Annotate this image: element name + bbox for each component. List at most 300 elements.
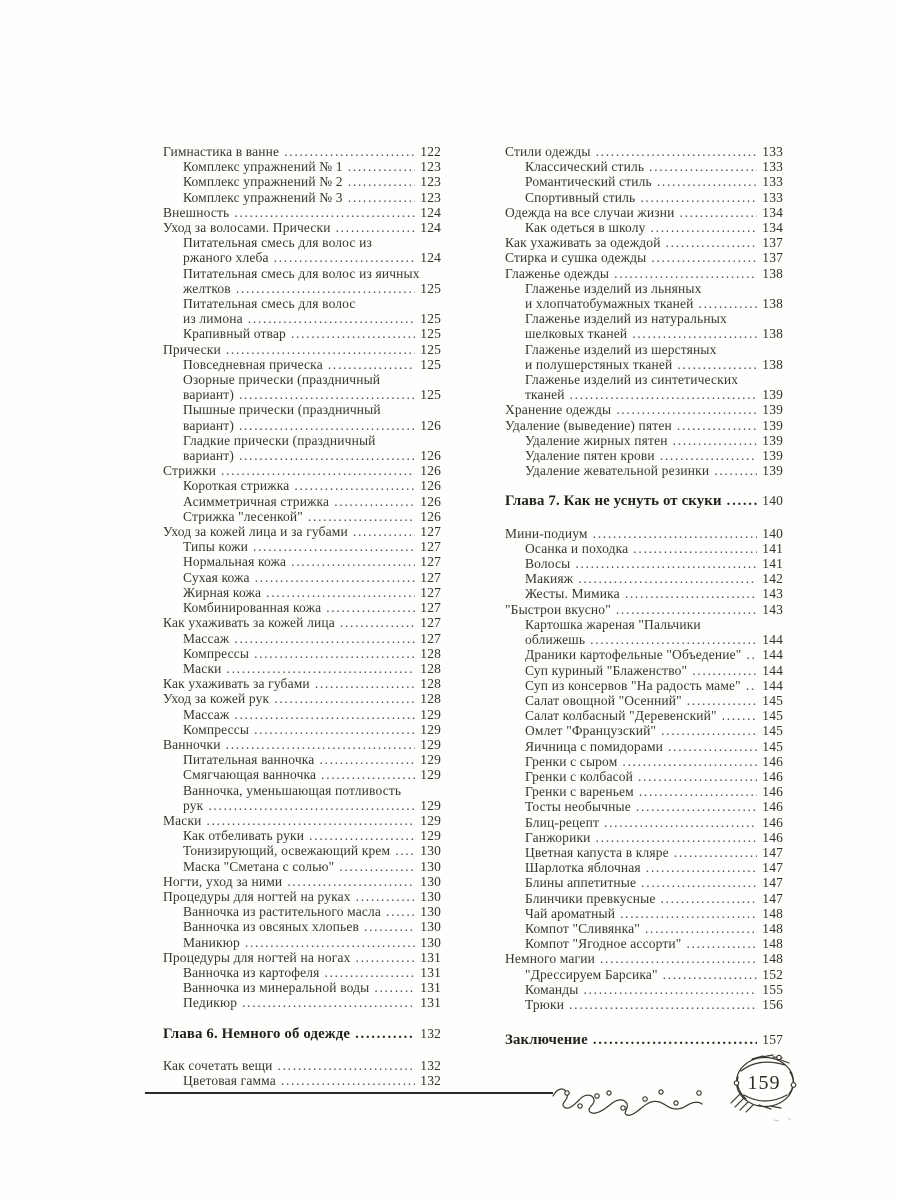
toc-entry-label: Классический стиль [525, 159, 645, 175]
dot-leader [239, 418, 415, 433]
dot-leader [640, 190, 757, 205]
dot-leader [680, 205, 758, 220]
toc-entry-row [183, 752, 441, 767]
toc-entry-page: 124 [420, 220, 441, 236]
toc-entry [505, 830, 783, 845]
toc-entry [505, 967, 783, 982]
dot-leader [661, 723, 757, 738]
toc-entry-label: Глаженье одежды [505, 265, 610, 281]
dot-leader [746, 647, 757, 662]
toc-entry-page: 124 [420, 204, 441, 220]
toc-entry-page: 131 [420, 995, 441, 1011]
toc-entry-page: 133 [762, 159, 783, 175]
dot-leader [364, 919, 415, 934]
toc-entry-label: Жирная кожа [183, 584, 262, 600]
dot-leader [600, 951, 757, 966]
toc-entry-row [525, 448, 783, 463]
toc-entry-row [163, 676, 441, 691]
toc-entry-row [183, 539, 441, 554]
toc-entry-page: 137 [762, 250, 783, 266]
dot-leader [666, 235, 757, 250]
toc-entry-page: 125 [420, 341, 441, 357]
toc-entry-page: 130 [420, 888, 441, 904]
toc-entry [163, 935, 441, 950]
toc-entry-page: 130 [420, 904, 441, 920]
toc-entry-label: Массаж [183, 630, 230, 646]
toc-entry-label: Осанка и походка [525, 540, 629, 556]
toc-entry-page: 129 [420, 752, 441, 768]
dot-leader [674, 845, 757, 860]
toc-entry [163, 402, 441, 432]
toc-entry-row [163, 463, 441, 478]
toc-entry-label: Типы кожи [183, 539, 248, 555]
dot-leader [641, 875, 757, 890]
toc-entry-page: 145 [762, 738, 783, 754]
toc-entry-label: Асимметричная стрижка [183, 493, 330, 509]
toc-entry-text: Озорные прически (праздничный [183, 372, 381, 388]
toc-entry [505, 602, 783, 617]
dot-leader [242, 995, 415, 1010]
toc-entry-page: 126 [420, 508, 441, 524]
toc-entry [163, 342, 441, 357]
toc-entry-row [525, 815, 783, 830]
toc-entry-row [183, 554, 441, 569]
toc-entry-row [163, 1026, 441, 1042]
toc-entry-row [525, 708, 783, 723]
toc-entry [163, 813, 441, 828]
toc-entry-label: Ванночки [163, 736, 221, 752]
toc-entry-label: ржаного хлеба [183, 250, 269, 266]
toc-entry-label: Романтический стиль [525, 174, 652, 190]
toc-entry [163, 661, 441, 676]
toc-entry [505, 205, 783, 220]
toc-entry-label: Как ухаживать за одеждой [505, 235, 661, 251]
toc-chapter-entry [505, 493, 783, 509]
toc-entry-label: Цветовая гамма [183, 1072, 276, 1088]
toc-entry-label: Суп куриный "Блаженство" [525, 662, 688, 678]
toc-entry-label: вариант) [183, 417, 234, 433]
toc-entry-row [525, 739, 783, 754]
toc-entry-label: Трюки [525, 996, 565, 1012]
toc-entry-row [183, 281, 441, 296]
toc-entry [163, 995, 441, 1010]
toc-entry-label: Уход за волосами. Прически [163, 220, 331, 236]
toc-entry-label: Компот "Ягодное ассорти" [525, 936, 682, 952]
toc-entry-page: 126 [420, 448, 441, 464]
dot-leader [253, 539, 415, 554]
toc-entry-label: Стрижки [163, 463, 217, 479]
dot-leader [356, 889, 415, 904]
toc-entry-row [183, 174, 441, 189]
toc-entry-row [525, 769, 783, 784]
toc-entry [505, 556, 783, 571]
toc-entry-row [525, 799, 783, 814]
dot-leader [632, 326, 757, 341]
toc-entry-row [183, 980, 441, 995]
toc-entry-label: Стирка и сушка одежды [505, 250, 647, 266]
toc-entry-row [525, 982, 783, 997]
dot-leader [248, 311, 415, 326]
dot-leader [663, 967, 757, 982]
toc-entry [163, 1058, 441, 1073]
toc-entry-page: 125 [420, 311, 441, 327]
toc-entry-label: Немного магии [505, 951, 595, 967]
toc-entry-page: 147 [762, 890, 783, 906]
toc-entry-page: 144 [762, 662, 783, 678]
toc-entry [163, 585, 441, 600]
dot-leader [722, 708, 757, 723]
toc-entry-row [505, 250, 783, 265]
toc-entry-text: Картошка жареная "Пальчики [525, 616, 701, 632]
toc-entry [163, 615, 441, 630]
toc-entry-label: Массаж [183, 706, 230, 722]
toc-entry-row [183, 448, 441, 463]
toc-entry [505, 647, 783, 662]
toc-entry-label: вариант) [183, 387, 234, 403]
toc-entry-label: и хлопчатобумажных тканей [525, 296, 694, 312]
toc-entry-row [183, 190, 441, 205]
dot-leader [660, 448, 757, 463]
toc-entry-page: 146 [762, 829, 783, 845]
toc-entry-row [163, 342, 441, 357]
toc-entry-page: 146 [762, 768, 783, 784]
dot-leader [291, 554, 415, 569]
toc-entry-page: 138 [762, 326, 783, 342]
toc-entry-page: 139 [762, 387, 783, 403]
toc-entry-label: шелковых тканей [525, 326, 628, 342]
toc-entry-page: 126 [420, 463, 441, 479]
dot-leader [583, 982, 757, 997]
dot-leader [353, 524, 415, 539]
dot-leader [334, 494, 415, 509]
toc-entry-row [525, 556, 783, 571]
toc-entry-row [525, 693, 783, 708]
toc-entry [163, 205, 441, 220]
toc-entry-page: 145 [762, 708, 783, 724]
toc-entry-label: Нормальная кожа [183, 554, 287, 570]
toc-entry-page: 138 [762, 356, 783, 372]
toc-entry-row [525, 906, 783, 921]
toc-entry-row [525, 723, 783, 738]
dot-leader [281, 1073, 415, 1088]
dot-leader [294, 478, 415, 493]
toc-entry-page: 137 [762, 235, 783, 251]
dot-leader [234, 631, 415, 646]
toc-entry-page: 128 [420, 645, 441, 661]
toc-entry-label: и полушерстяных тканей [525, 356, 673, 372]
toc-entry-page: 133 [762, 174, 783, 190]
toc-entry-row [183, 646, 441, 661]
toc-entry-label: Стили одежды [505, 144, 591, 159]
toc-entry-row [525, 357, 783, 372]
toc-entry-label: Маски [183, 660, 222, 676]
toc-entry-row [183, 326, 441, 341]
toc-entry-row [183, 418, 441, 433]
toc-entry-label: Чай ароматный [525, 905, 616, 921]
toc-entry-label: Яичница с помидорами [525, 738, 664, 754]
toc-entry-page: 142 [762, 571, 783, 587]
dot-leader [638, 769, 757, 784]
toc-entry-row [163, 615, 441, 630]
toc-entry-page: 139 [762, 463, 783, 479]
dot-leader [208, 798, 415, 813]
toc-entry-page: 127 [420, 554, 441, 570]
toc-entry-label: Внешность [163, 204, 230, 220]
toc-entry-page: 134 [762, 220, 783, 236]
toc-entry [505, 936, 783, 951]
dot-leader [234, 205, 415, 220]
toc-entry-page: 127 [420, 630, 441, 646]
toc-entry-row [183, 570, 441, 585]
toc-entry [505, 311, 783, 341]
toc-entry-row [525, 845, 783, 860]
toc-entry-page: 128 [420, 691, 441, 707]
toc-entry-row [163, 1058, 441, 1073]
toc-entry-page: 139 [762, 402, 783, 418]
toc-entry-label: "Дрессируем Барсика" [525, 966, 658, 982]
dot-leader [308, 509, 415, 524]
dot-leader [649, 159, 757, 174]
toc-entry-row [183, 357, 441, 372]
dot-leader [339, 859, 415, 874]
toc-entry [163, 190, 441, 205]
toc-entry-text: Глаженье изделий из шерстяных [525, 341, 717, 357]
toc-entry-page: 125 [420, 387, 441, 403]
toc-entry-row [183, 965, 441, 980]
toc-entry [163, 144, 441, 159]
toc-entry [505, 799, 783, 814]
toc-entry [505, 281, 783, 311]
toc-entry [505, 617, 783, 647]
dot-leader [651, 250, 757, 265]
toc-entry [163, 326, 441, 341]
toc-entry-page: 127 [420, 584, 441, 600]
toc-entry-label: Процедуры для ногтей на руках [163, 888, 351, 904]
toc-entry-page: 130 [420, 934, 441, 950]
toc-entry-page: 125 [420, 356, 441, 372]
toc-entry [163, 904, 441, 919]
toc-entry [163, 889, 441, 904]
toc-entry-page: 147 [762, 844, 783, 860]
toc-entry-label: Процедуры для ногтей на ногах [163, 949, 351, 965]
toc-entry-row [505, 602, 783, 617]
toc-entry [163, 220, 441, 235]
toc-entry-row [163, 524, 441, 539]
toc-entry [163, 600, 441, 615]
toc-entry-label: Питательная ванночка [183, 752, 315, 768]
toc-entry [505, 463, 783, 478]
toc-entry-row [525, 571, 783, 586]
toc-entry-label: оближешь [525, 632, 586, 648]
toc-entry-label: тканей [525, 387, 565, 403]
toc-entry-page: 131 [420, 949, 441, 965]
dot-leader [325, 965, 415, 980]
dot-leader [570, 387, 757, 402]
toc-entry-row [183, 600, 441, 615]
toc-entry [163, 950, 441, 965]
toc-entry-label: Ванночка из картофеля [183, 964, 320, 980]
dot-leader [234, 707, 415, 722]
toc-entry-page: 131 [420, 964, 441, 980]
toc-entry-row [525, 174, 783, 189]
toc-entry-label: Как одеться в школу [525, 220, 646, 236]
dot-leader [245, 935, 415, 950]
toc-entry-row [183, 767, 441, 782]
toc-entry-row [505, 205, 783, 220]
toc-entry-row [163, 737, 441, 752]
toc-entry [163, 570, 441, 585]
toc-entry [163, 1073, 441, 1088]
toc-entry-label: Удаление (выведение) пятен [505, 417, 672, 433]
toc-entry-row [525, 936, 783, 951]
toc-entry-label: Гренки с сыром [525, 753, 618, 769]
toc-entry-page: 146 [762, 784, 783, 800]
toc-entry-page: 144 [762, 647, 783, 663]
toc-entry-row [505, 144, 783, 159]
toc-entry-label: Компот "Сливянка" [525, 920, 640, 936]
dot-leader [620, 906, 757, 921]
dot-leader [395, 843, 415, 858]
toc-entry [163, 965, 441, 980]
toc-entry-page: 145 [762, 692, 783, 708]
toc-entry-page: 139 [762, 432, 783, 448]
toc-entry-row [183, 798, 441, 813]
dot-leader [604, 815, 757, 830]
toc-entry [163, 676, 441, 691]
toc-entry [505, 860, 783, 875]
dot-leader [236, 281, 415, 296]
toc-entry-label: Комплекс упражнений № 3 [183, 189, 343, 205]
toc-entry-row [505, 266, 783, 281]
toc-entry [505, 541, 783, 556]
toc-entry-page: 145 [762, 723, 783, 739]
toc-entry-page: 125 [420, 326, 441, 342]
toc-entry-page: 132 [420, 1072, 441, 1088]
toc-entry-row [163, 220, 441, 235]
toc-entry [163, 463, 441, 478]
toc-entry-page: 129 [420, 797, 441, 813]
toc-entry [505, 708, 783, 723]
toc-entry-row [183, 935, 441, 950]
toc-entry-row [183, 661, 441, 676]
toc-entry-row [183, 707, 441, 722]
toc-entry-label: рук [183, 797, 204, 813]
toc-entry [505, 678, 783, 693]
toc-entry-text: Гладкие прически (праздничный [183, 432, 376, 448]
toc-entry-page: 128 [420, 660, 441, 676]
dot-leader [622, 754, 757, 769]
toc-entry-label: Комплекс упражнений № 1 [183, 159, 343, 175]
toc-entry-text: Глаженье изделий из льняных [525, 280, 702, 296]
toc-entry [163, 722, 441, 737]
toc-entry [505, 433, 783, 448]
toc-entry [505, 723, 783, 738]
toc-entry-page: 126 [420, 478, 441, 494]
dot-leader [291, 326, 415, 341]
toc-entry-row [525, 891, 783, 906]
toc-entry-page: 129 [420, 812, 441, 828]
toc-column-right [505, 144, 783, 1048]
toc-entry-page: 139 [762, 448, 783, 464]
toc-entry [505, 250, 783, 265]
toc-entry-row [163, 144, 441, 159]
toc-entry-row [183, 494, 441, 509]
toc-entry-page: 147 [762, 875, 783, 891]
toc-entry-row [163, 950, 441, 965]
toc-chapter-entry [163, 1026, 441, 1042]
toc-entry-row [183, 859, 441, 874]
dot-leader [633, 541, 757, 556]
toc-entry-label: желтков [183, 280, 231, 296]
toc-entry [505, 372, 783, 402]
toc-entry-row [183, 478, 441, 493]
toc-entry-label: Жесты. Мимика [525, 586, 620, 602]
toc-entry-page: 143 [762, 586, 783, 602]
dot-leader [266, 585, 415, 600]
dot-leader [578, 571, 757, 586]
toc-entry [505, 815, 783, 830]
toc-entry-row [183, 631, 441, 646]
toc-entry-label: Короткая стрижка [183, 478, 290, 494]
toc-entry [163, 159, 441, 174]
toc-entry-row [525, 754, 783, 769]
toc-entry-row [525, 463, 783, 478]
dot-leader [616, 402, 757, 417]
toc-entry [163, 843, 441, 858]
dot-leader [348, 159, 415, 174]
dot-leader [254, 646, 415, 661]
toc-entry-label: Как сочетать вещи [163, 1057, 273, 1073]
toc-entry [163, 783, 441, 813]
toc-entry-page: 144 [762, 677, 783, 693]
toc-entry-row [183, 919, 441, 934]
dot-leader [356, 950, 416, 965]
toc-entry-label: Мини-подиум [505, 525, 588, 541]
toc-entry [163, 296, 441, 326]
toc-entry-row [183, 311, 441, 326]
dot-leader [226, 342, 415, 357]
dot-leader [575, 556, 757, 571]
toc-entry-label: Волосы [525, 556, 571, 572]
toc-entry-page: 127 [420, 524, 441, 540]
toc-entry-label: Глава 7. Как не уснуть от скуки [505, 493, 722, 510]
toc-entry-row [525, 632, 783, 647]
dot-leader [328, 357, 415, 372]
toc-entry-label: Глава 6. Немного об одежде [163, 1025, 351, 1042]
dot-leader [255, 570, 415, 585]
dot-leader [226, 737, 415, 752]
dot-leader [746, 678, 757, 693]
dot-leader [677, 418, 757, 433]
toc-entry-page: 132 [420, 1025, 441, 1041]
toc-entry-page: 133 [762, 189, 783, 205]
toc-entry-row [163, 874, 441, 889]
toc-entry-page: 148 [762, 920, 783, 936]
toc-entry [163, 509, 441, 524]
toc-entry-page: 155 [762, 981, 783, 997]
toc-entry [505, 235, 783, 250]
toc-entry-label: Крапивный отвар [183, 326, 286, 342]
toc-entry-label: Комбинированная кожа [183, 600, 322, 616]
toc-entry-page: 138 [762, 265, 783, 281]
toc-entry-label: Гимнастика в ванне [163, 144, 280, 159]
toc-entry [163, 478, 441, 493]
toc-entry-label: Маникюр [183, 934, 240, 950]
toc-entry-text: Пышные прически (праздничный [183, 402, 381, 418]
toc-entry-text: Питательная смесь для волос [183, 296, 356, 312]
toc-entry-row [183, 387, 441, 402]
toc-entry-row [183, 159, 441, 174]
